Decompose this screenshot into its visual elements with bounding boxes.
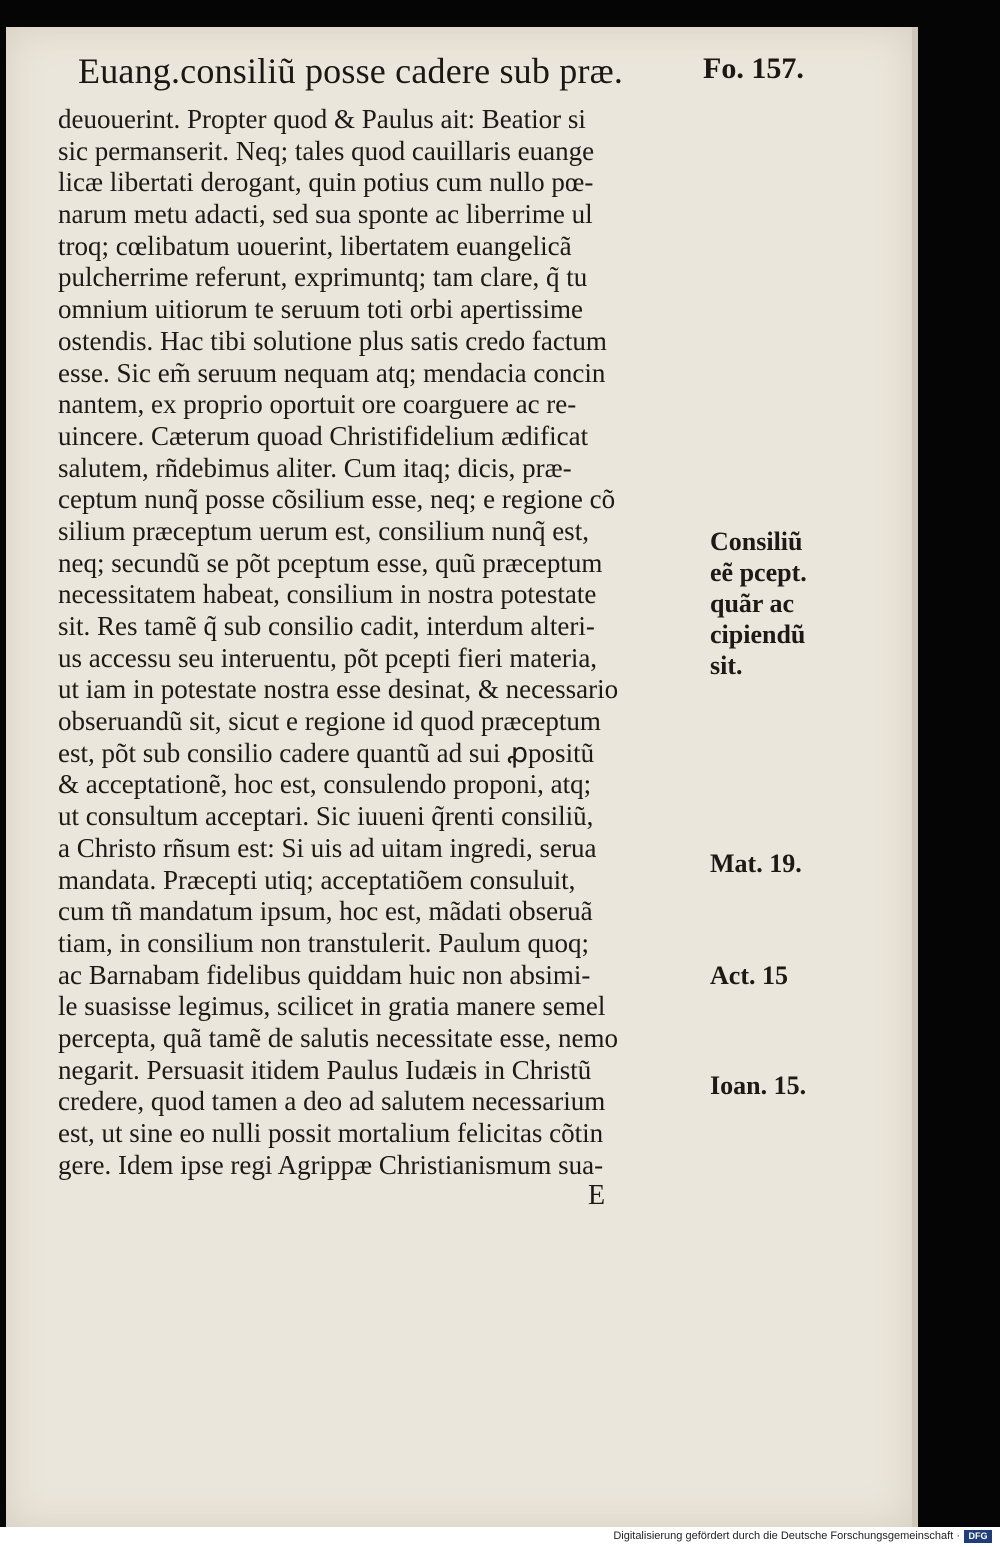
- text-line: sic permanserit. Neq; tales quod cauillaris euange: [58, 135, 595, 166]
- text-line: us accessu seu interuentu, põt pcepti fieri materia,: [58, 642, 598, 673]
- funding-credit: Digitalisierung gefördert durch die Deutsche Forschungsgemeinschaft ·: [613, 1530, 960, 1542]
- text-line: licæ libertati derogant, quin potius cum nullo pœ-: [58, 167, 594, 198]
- text-line: credere, quod tamen a deo ad salutem necessarium: [58, 1086, 606, 1117]
- text-line: cum tñ mandatum ipsum, hoc est, mãdati obseruã: [58, 896, 593, 927]
- text-line: est, ut sine eo nulli possit mortalium felicitas cõtin: [58, 1118, 604, 1148]
- text-line: troq; cœlibatum uouerint, libertatem euangelicã: [58, 230, 572, 261]
- text-line: nantem, ex proprio oportuit ore coarguere ac re-: [58, 389, 577, 420]
- margin-note-line: quãr ac: [710, 589, 795, 618]
- text-line: deuouerint. Propter quod & Paulus ait: Beatior si: [58, 104, 586, 134]
- text-line: necessitatem habeat, consilium in nostra potestate: [58, 579, 597, 610]
- text-line: & acceptationẽ, hoc est, consulendo proponi, atq;: [58, 769, 592, 800]
- text-line: negarit. Persuasit itidem Paulus Iudæis in Christũ: [58, 1054, 592, 1085]
- text-line: ut iam in potestate nostra esse desinat, & necessario: [58, 674, 619, 705]
- page-edge: [912, 27, 918, 1527]
- text-line: mandata. Præcepti utiq; acceptatiõem consuluit,: [58, 864, 576, 895]
- text-line: percepta, quã tamẽ de salutis necessitate esse, nemo: [58, 1022, 619, 1053]
- text-line: uincere. Cæterum quoad Christifidelium ædificat: [58, 420, 589, 451]
- text-line: est, põt sub consilio cadere quantũ ad sui ꝓpositũ: [58, 737, 595, 768]
- margin-note-line: cipiendũ: [710, 620, 806, 649]
- running-title: Euang.consiliũ posse cadere sub præ.: [78, 51, 624, 91]
- margin-note-line: Ioan. 15.: [710, 1071, 807, 1100]
- margin-note-acts: [710, 960, 850, 991]
- folio-number: Fo. 157.: [703, 52, 804, 85]
- text-line: tiam, in consilium non transtulerit. Paulum quoq;: [58, 927, 589, 958]
- dfg-logo-icon: DFG: [964, 1530, 992, 1543]
- margin-note-line: Mat. 19.: [710, 849, 802, 878]
- text-line: pulcherrime referunt, exprimuntq; tam clare, q̃ tu: [58, 262, 588, 293]
- text-line: sit. Res tamẽ q̃ sub consilio cadit, interdum alteri-: [58, 611, 595, 641]
- text-line: ceptum nunq̃ posse cõsilium esse, neq; e regione cõ: [58, 484, 616, 515]
- text-line: obseruandũ sit, sicut e regione id quod præceptum: [58, 706, 601, 737]
- page-header: [78, 50, 818, 100]
- text-line: a Christo rñsum est: Si uis ad uitam ingredi, serua: [58, 832, 597, 863]
- text-line: ac Barnabam fidelibus quiddam huic non absimi-: [58, 959, 591, 990]
- text-line: le suasisse legimus, scilicet in gratia manere semel: [58, 991, 606, 1022]
- text-line: ostendis. Hac tibi solutione plus satis credo factum: [58, 325, 607, 356]
- text-line: omnium uitiorum te seruum toti orbi apertissime: [58, 294, 583, 325]
- text-line: esse. Sic em̃ seruum nequam atq; mendacia concin: [58, 357, 606, 388]
- margin-note-line: sit.: [710, 651, 743, 680]
- text-line: ut consultum acceptari. Sic iuueni q̃renti consiliũ,: [58, 801, 594, 832]
- margin-note-line: Consiliũ: [710, 527, 803, 556]
- text-line: narum metu adacti, sed sua sponte ac liberrime ul: [58, 199, 593, 230]
- margin-note-consilium: [710, 526, 850, 681]
- margin-note-line: eẽ pcept.: [710, 558, 807, 587]
- main-text-block: [58, 104, 698, 1181]
- catchword: E: [588, 1180, 606, 1211]
- text-line: silium præceptum uerum est, consilium nunq̃ est,: [58, 515, 589, 546]
- text-line: neq; secundũ se põt pceptum esse, quũ præceptum: [58, 547, 603, 578]
- digitization-footer: [0, 1527, 1000, 1547]
- text-line: gere. Idem ipse regi Agrippæ Christianismum sua-: [58, 1149, 604, 1180]
- margin-note-matthew: [710, 848, 850, 879]
- margin-note-line: Act. 15: [710, 961, 788, 990]
- text-line: salutem, rñdebimus aliter. Cum itaq; dicis, præ-: [58, 452, 572, 483]
- margin-note-john: [710, 1070, 850, 1101]
